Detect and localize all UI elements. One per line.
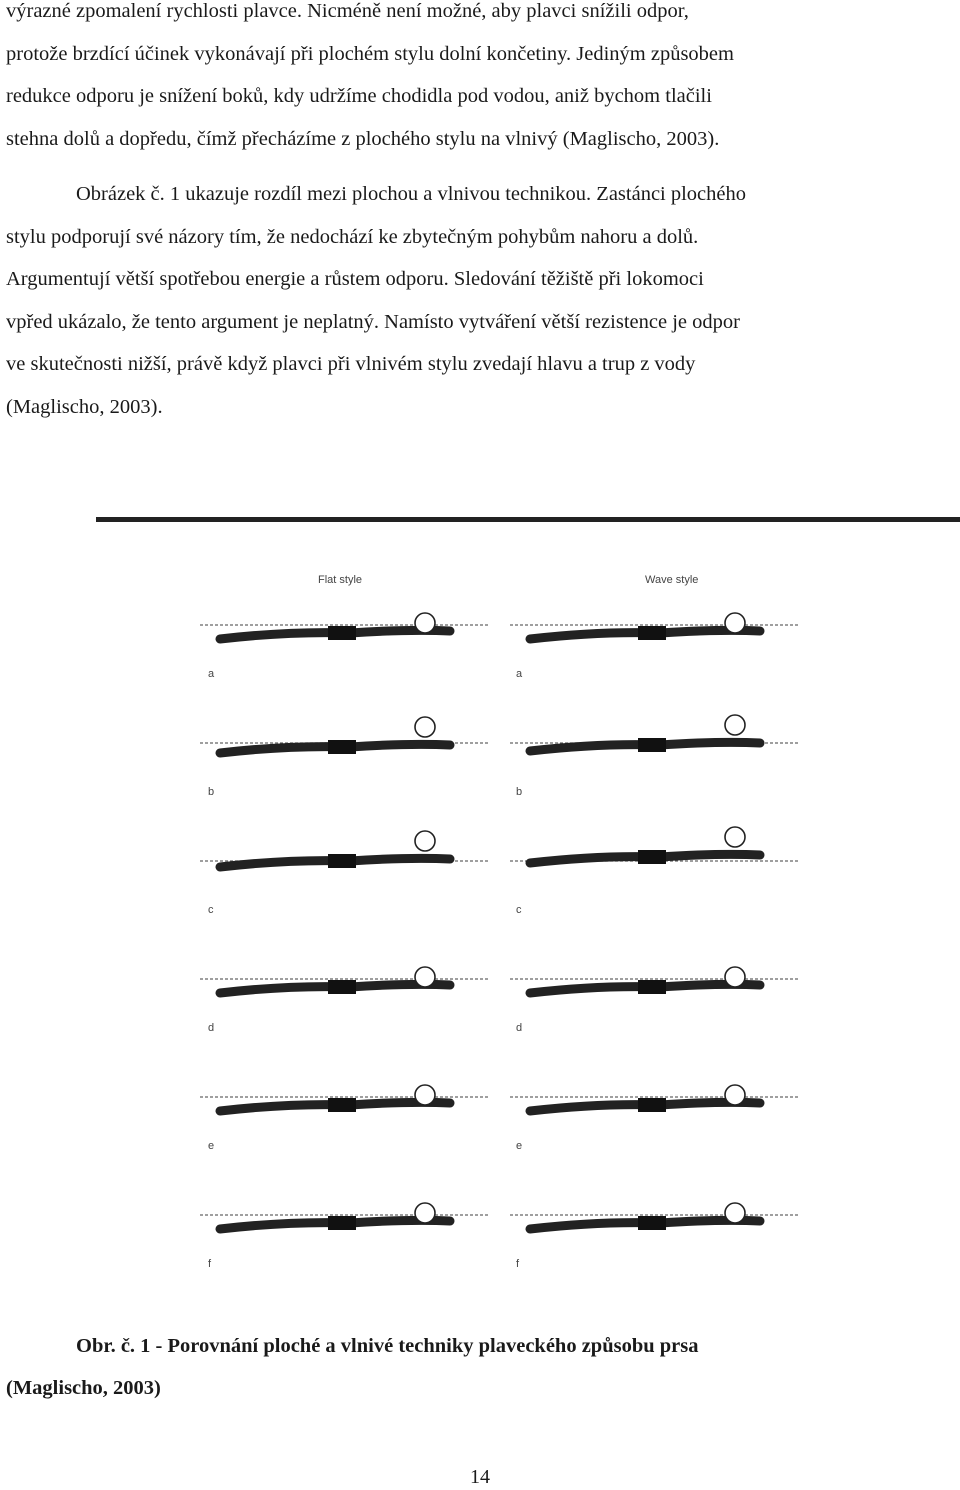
- row-label: e: [208, 1140, 215, 1152]
- row-label: e: [516, 1140, 523, 1152]
- row-label: a: [516, 668, 523, 680]
- page-number: 14: [470, 1466, 490, 1488]
- swimmer-head: [415, 831, 435, 851]
- text-line: ve skutečnosti nižší, právě když plavci při vlnivém stylu zvedají hlavu a trup z vody: [6, 353, 696, 375]
- swim-trunks: [328, 740, 356, 754]
- row-label: c: [516, 904, 522, 916]
- swim-trunks: [328, 854, 356, 868]
- figure-caption: [6, 1325, 884, 1409]
- top-rule: [96, 517, 960, 522]
- swim-trunks: [328, 626, 356, 640]
- paragraph-2: [6, 173, 884, 428]
- swimmer-head: [725, 1085, 745, 1105]
- text-line: (Maglischo, 2003).: [6, 395, 163, 418]
- swim-trunks: [638, 850, 666, 864]
- text-line: stehna dolů a dopředu, čímž přecházíme z plochého stylu na vlnivý (Maglischo, 2003).: [6, 127, 720, 150]
- row-label: f: [516, 1258, 520, 1270]
- text-line: protože brzdící účinek vykonávají při plochém stylu dolní končetiny. Jediným způsobem: [6, 42, 734, 65]
- swimmer-head: [725, 613, 745, 633]
- text-line: Obrázek č. 1 ukazuje rozdíl mezi plochou a vlnivou technikou. Zastánci plochého: [76, 183, 747, 205]
- row-label: d: [208, 1022, 215, 1034]
- row-label: a: [208, 668, 215, 680]
- row-label: f: [208, 1258, 212, 1270]
- swim-trunks: [638, 1216, 666, 1230]
- swimmer-head: [725, 967, 745, 987]
- wave-style-title: Wave style: [645, 574, 699, 586]
- row-label: d: [516, 1022, 523, 1034]
- swimmer-illustration: [90, 505, 960, 1315]
- text-line: výrazné zpomalení rychlosti plavce. Nicméně není možné, aby plavci snížili odpor,: [6, 0, 689, 22]
- swimming-figure: [90, 505, 960, 1315]
- swim-trunks: [638, 980, 666, 994]
- swimmer-head: [415, 613, 435, 633]
- swim-trunks: [328, 1216, 356, 1230]
- row-label: c: [208, 904, 214, 916]
- text-line: stylu podporují své názory tím, že nedochází ke zbytečným pohybům nahoru a dolů.: [6, 225, 699, 248]
- caption-line-1: Obr. č. 1 - Porovnání ploché a vlnivé techniky plaveckého způsobu prsa: [76, 1335, 699, 1357]
- swimmer-head: [415, 1085, 435, 1105]
- swim-trunks: [638, 1098, 666, 1112]
- figure-rows: [200, 613, 800, 1270]
- swimmer-head: [725, 827, 745, 847]
- swim-trunks: [328, 980, 356, 994]
- text-line: redukce odporu je snížení boků, kdy udržíme chodidla pod vodou, aniž bychom tlačili: [6, 85, 712, 107]
- text-line: vpřed ukázalo, že tento argument je neplatný. Namísto vytváření větší rezistence je odpor: [6, 310, 740, 333]
- row-label: b: [516, 786, 523, 798]
- caption-line-2: (Maglischo, 2003): [6, 1377, 161, 1399]
- flat-style-title: Flat style: [318, 574, 363, 586]
- swim-trunks: [328, 1098, 356, 1112]
- text-line: Argumentují větší spotřebou energie a růstem odporu. Sledování těžiště při lokomoci: [6, 268, 704, 290]
- swimmer-head: [725, 1203, 745, 1223]
- swimmer-head: [415, 1203, 435, 1223]
- swim-trunks: [638, 738, 666, 752]
- swimmer-head: [415, 967, 435, 987]
- row-label: b: [208, 786, 215, 798]
- swim-trunks: [638, 626, 666, 640]
- paragraph-1: [6, 0, 884, 160]
- swimmer-head: [415, 717, 435, 737]
- swimmer-head: [725, 715, 745, 735]
